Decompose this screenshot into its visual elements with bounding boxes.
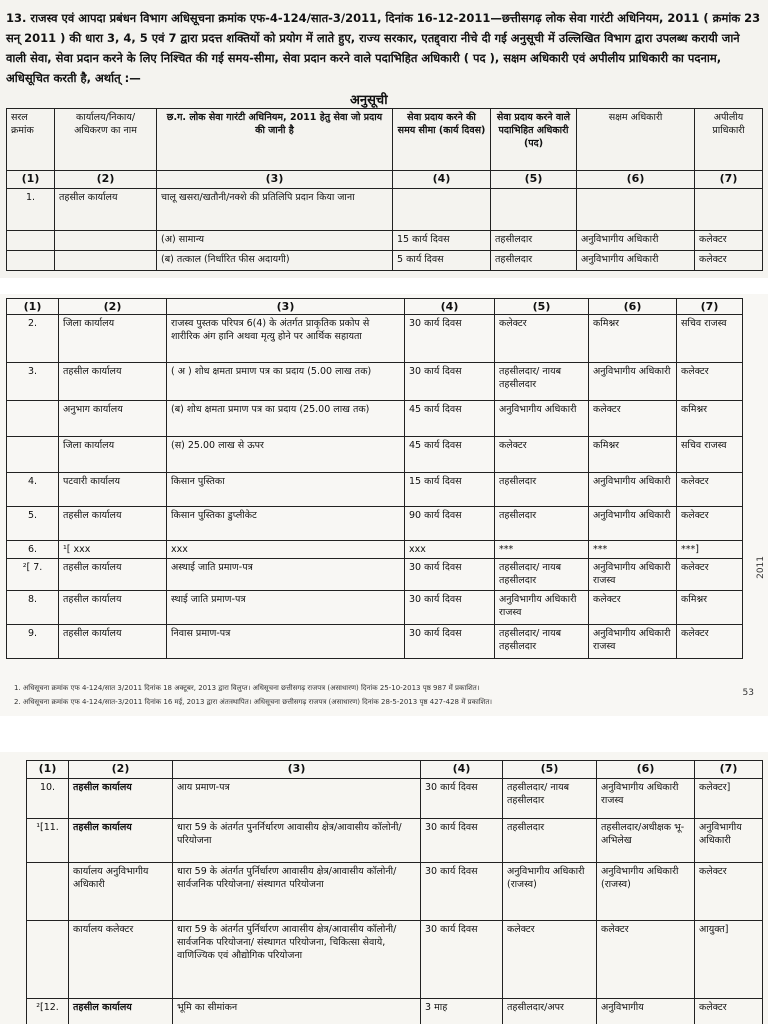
competent-officer: अनुविभागीय अधिकारी राजस्व — [589, 559, 677, 591]
competent-officer: कलेक्टर — [589, 401, 677, 437]
office-name: कार्यालय कलेक्टर — [69, 921, 173, 999]
col-num: (5) — [495, 299, 589, 315]
col-num: (7) — [695, 761, 763, 779]
office-name: जिला कार्यालय — [59, 315, 167, 363]
time-limit: 90 कार्य दिवस — [405, 507, 495, 541]
time-limit: 30 कार्य दिवस — [405, 559, 495, 591]
serial-number: ²[12. — [27, 999, 69, 1024]
designated-officer: कलेक्टर — [495, 315, 589, 363]
competent-officer: कलेक्टर — [597, 921, 695, 999]
designated-officer: तहसीलदार — [495, 507, 589, 541]
appellate-authority: आयुक्त] — [695, 921, 763, 999]
office-name: जिला कार्यालय — [59, 437, 167, 473]
service-name: xxx — [167, 541, 405, 559]
appellate-authority: कलेक्टर — [677, 559, 743, 591]
designated-officer: अनुविभागीय अधिकारी राजस्व — [495, 591, 589, 625]
service-name: चालू खसरा/खतौनी/नक्शे की प्रतिलिपि प्रदान किया जाना — [157, 189, 393, 231]
office-name: पटवारी कार्यालय — [59, 473, 167, 507]
appellate-authority: सचिव राजस्व — [677, 437, 743, 473]
col-num: (1) — [27, 761, 69, 779]
serial-number: 1. — [7, 189, 55, 231]
competent-officer: अनुविभागीय अधिकारी (राजस्व) — [597, 863, 695, 921]
col-num: (2) — [55, 171, 157, 189]
office-name: तहसील कार्यालय — [69, 779, 173, 819]
designated-officer: तहसीलदार/अपर — [503, 999, 597, 1024]
col-num: (1) — [7, 299, 59, 315]
page-fragment-bottom — [0, 752, 768, 1024]
appellate-authority: सचिव राजस्व — [677, 315, 743, 363]
designated-officer: तहसीलदार/ नायब तहसीलदार — [495, 363, 589, 401]
serial-number: 6. — [7, 541, 59, 559]
competent-officer: कमिश्नर — [589, 437, 677, 473]
time-limit: 30 कार्य दिवस — [405, 363, 495, 401]
designated-officer: तहसीलदार — [491, 231, 577, 251]
header-sn: सरल क्रमांक — [7, 109, 55, 171]
time-limit: 45 कार्य दिवस — [405, 401, 495, 437]
serial-number: 5. — [7, 507, 59, 541]
header-designated-officer: सेवा प्रदाय करने वाले पदाभिहित अधिकारी (पद) — [491, 109, 577, 171]
col-num: (7) — [677, 299, 743, 315]
time-limit: 45 कार्य दिवस — [405, 437, 495, 473]
col-num: (7) — [695, 171, 763, 189]
competent-officer: *** — [589, 541, 677, 559]
notification-intro — [6, 8, 762, 88]
table-row — [27, 779, 763, 819]
office-name: तहसील कार्यालय — [59, 363, 167, 401]
schedule-table-bottom — [26, 760, 763, 1024]
time-limit: 15 कार्य दिवस — [405, 473, 495, 507]
serial-number: 10. — [27, 779, 69, 819]
appellate-authority: कलेक्टर — [695, 999, 763, 1024]
service-name: किसान पुस्तिका — [167, 473, 405, 507]
competent-officer: अनुविभागीय अधिकारी — [589, 363, 677, 401]
designated-officer: तहसीलदार — [491, 251, 577, 271]
office-name: कार्यालय अनुविभागीय अधिकारी — [69, 863, 173, 921]
col-num: (6) — [577, 171, 695, 189]
schedule-table-middle — [6, 298, 743, 659]
competent-officer: अनुविभागीय अधिकारी — [577, 231, 695, 251]
designated-officer: तहसीलदार/ नायब तहसीलदार — [495, 559, 589, 591]
appellate-authority: कलेक्टर] — [695, 779, 763, 819]
appellate-authority: ***] — [677, 541, 743, 559]
time-limit: 30 कार्य दिवस — [421, 921, 503, 999]
serial-number: 9. — [7, 625, 59, 659]
service-name: (ब) तत्काल (निर्धारित फीस अदायगी) — [157, 251, 393, 271]
appellate-authority: कमिश्नर — [677, 591, 743, 625]
service-name: (ब) शोध क्षमता प्रमाण पत्र का प्रदाय (25.00 लाख तक) — [167, 401, 405, 437]
header-competent-officer: सक्षम अधिकारी — [577, 109, 695, 171]
designated-officer: अनुविभागीय अधिकारी (राजस्व) — [503, 863, 597, 921]
appellate-authority: कलेक्टर — [695, 863, 763, 921]
service-name: ( अ ) शोध क्षमता प्रमाण पत्र का प्रदाय (5.00 लाख तक) — [167, 363, 405, 401]
time-limit: 30 कार्य दिवस — [421, 863, 503, 921]
intro-text: 13. राजस्व एवं आपदा प्रबंधन विभाग अधिसूचना क्रमांक एफ-4-124/सात-3/2011, दिनांक 16-12-2011—छत्तीसगढ़ लोक सेवा गारंटी अधिनियम, 2011 ( क्रमांक 23 सन् 2011 ) की धारा 3, 4, 5 एवं 7 द्वारा प्रदत्त शक्तियों को प्रयोग में लाते हुए, राज्य सरकार, एतद्द्वारा नीचे दी गई अनुसूची में उल्लिखित विभाग द्वारा उपलब्ध करायी जाने वाली सेवा, सेवा प्रदान करने के लिए निश्चित की गई समय-सीमा, सेवा प्रदान करने वाले पदाभिहित अधिकारी ( पद ), सक्षम अधिकारी एवं अपीलीय प्राधिकारी का पदनाम, अधिसूचित करती है, अर्थात् :— — [6, 11, 761, 85]
table-row — [7, 251, 763, 271]
col-num: (2) — [59, 299, 167, 315]
designated-officer: अनुविभागीय अधिकारी — [495, 401, 589, 437]
serial-number: ²[ 7. — [7, 559, 59, 591]
table-row — [27, 819, 763, 863]
page-fragment-top — [0, 0, 768, 278]
designated-officer: तहसीलदार — [495, 473, 589, 507]
competent-officer: अनुविभागीय — [597, 999, 695, 1024]
competent-officer: कलेक्टर — [589, 591, 677, 625]
office-name: ¹[ xxx — [59, 541, 167, 559]
table-row — [7, 541, 743, 559]
col-num: (3) — [157, 171, 393, 189]
competent-officer: अनुविभागीय अधिकारी राजस्व — [589, 625, 677, 659]
col-num: (1) — [7, 171, 55, 189]
service-name: आय प्रमाण-पत्र — [173, 779, 421, 819]
appellate-authority: कलेक्टर — [677, 363, 743, 401]
appellate-authority: कलेक्टर — [677, 473, 743, 507]
competent-officer: अनुविभागीय अधिकारी — [577, 251, 695, 271]
footnote-2: 2. अधिसूचना क्रमांक एफ 4-124/सात-3/2011 दिनांक 16 मई, 2013 द्वारा अंतःस्थापित। अधिसूचना छत्तीसगढ़ राजपत्र (असाधारण) दिनांक 28-5-2013 पृष्ठ 427-428 में प्रकाशित। — [14, 698, 493, 706]
service-name: धारा 59 के अंतर्गत पुनर्निर्धारण आवासीय क्षेत्र/आवासीय कॉलोनी/परियोजना — [173, 819, 421, 863]
table-row — [7, 315, 743, 363]
page-number: 53 — [742, 688, 754, 698]
appellate-authority: कलेक्टर — [677, 625, 743, 659]
table-row — [27, 999, 763, 1024]
table-row — [7, 591, 743, 625]
schedule-title: अनुसूची — [350, 93, 388, 108]
service-name: धारा 59 के अंतर्गत पुर्निर्धारण आवासीय क्षेत्र/आवासीय कॉलोनी/सार्वजनिक परियोजना/ संस्थागत परियोजना — [173, 863, 421, 921]
time-limit: 30 कार्य दिवस — [405, 625, 495, 659]
table-row — [7, 625, 743, 659]
designated-officer: तहसीलदार/ नायब तहसीलदार — [503, 779, 597, 819]
designated-officer: कलेक्टर — [503, 921, 597, 999]
competent-officer: अनुविभागीय अधिकारी — [589, 507, 677, 541]
col-num: (4) — [421, 761, 503, 779]
appellate-authority: अनुविभागीय अधिकारी — [695, 819, 763, 863]
serial-number: 8. — [7, 591, 59, 625]
table-row — [7, 363, 743, 401]
appellate-authority: कलेक्टर — [695, 251, 763, 271]
col-num: (4) — [393, 171, 491, 189]
header-row — [7, 109, 763, 171]
col-num: (5) — [503, 761, 597, 779]
serial-number: 2. — [7, 315, 59, 363]
service-name: भूमि का सीमांकन — [173, 999, 421, 1024]
header-service: छ.ग. लोक सेवा गारंटी अधिनियम, 2011 हेतु सेवा जो प्रदाय की जानी है — [157, 109, 393, 171]
col-num: (4) — [405, 299, 495, 315]
time-limit: 3 माह — [421, 999, 503, 1024]
appellate-authority: कमिश्नर — [677, 401, 743, 437]
time-limit: 30 कार्य दिवस — [421, 819, 503, 863]
header-office: कार्यालय/निकाय/ अधिकरण का नाम — [55, 109, 157, 171]
office-name: अनुभाग कार्यालय — [59, 401, 167, 437]
table-row — [27, 921, 763, 999]
col-num: (6) — [597, 761, 695, 779]
competent-officer: अनुविभागीय अधिकारी राजस्व — [597, 779, 695, 819]
table-row — [7, 437, 743, 473]
time-limit: 5 कार्य दिवस — [393, 251, 491, 271]
office-name: तहसील कार्यालय — [69, 999, 173, 1024]
office-name: तहसील कार्यालय — [59, 507, 167, 541]
table-row — [7, 559, 743, 591]
header-time-limit: सेवा प्रदाय करने की समय सीमा (कार्य दिवस) — [393, 109, 491, 171]
office-name: तहसील कार्यालय — [59, 591, 167, 625]
column-number-row — [7, 171, 763, 189]
page-fragment-middle — [0, 294, 768, 716]
appellate-authority: कलेक्टर — [677, 507, 743, 541]
table-row — [7, 189, 763, 231]
col-num: (3) — [167, 299, 405, 315]
office-name: तहसील कार्यालय — [59, 625, 167, 659]
table-row — [7, 231, 763, 251]
service-name: (अ) सामान्य — [157, 231, 393, 251]
time-limit: 15 कार्य दिवस — [393, 231, 491, 251]
time-limit: 30 कार्य दिवस — [405, 591, 495, 625]
margin-note: 2011 — [756, 556, 766, 579]
office-name: तहसील कार्यालय — [55, 189, 157, 231]
col-num: (3) — [173, 761, 421, 779]
time-limit: xxx — [405, 541, 495, 559]
serial-number: ¹[11. — [27, 819, 69, 863]
time-limit: 30 कार्य दिवस — [421, 779, 503, 819]
table-row — [7, 401, 743, 437]
designated-officer: कलेक्टर — [495, 437, 589, 473]
appellate-authority: कलेक्टर — [695, 231, 763, 251]
table-row — [7, 507, 743, 541]
col-num: (5) — [491, 171, 577, 189]
column-number-row — [27, 761, 763, 779]
competent-officer: कमिश्नर — [589, 315, 677, 363]
col-num: (2) — [69, 761, 173, 779]
serial-number: 3. — [7, 363, 59, 401]
col-num: (6) — [589, 299, 677, 315]
service-name: निवास प्रमाण-पत्र — [167, 625, 405, 659]
header-appellate-authority: अपीलीय प्राधिकारी — [695, 109, 763, 171]
schedule-table-top — [6, 108, 763, 271]
column-number-row — [7, 299, 743, 315]
designated-officer: तहसीलदार — [503, 819, 597, 863]
table-row — [27, 863, 763, 921]
table-row — [7, 473, 743, 507]
competent-officer: अनुविभागीय अधिकारी — [589, 473, 677, 507]
service-name: राजस्व पुस्तक परिपत्र 6(4) के अंतर्गत प्राकृतिक प्रकोप से शारीरिक अंग हानि अथवा मृत्यु होने पर आर्थिक सहायता — [167, 315, 405, 363]
time-limit: 30 कार्य दिवस — [405, 315, 495, 363]
office-name: तहसील कार्यालय — [59, 559, 167, 591]
service-name: (स) 25.00 लाख से ऊपर — [167, 437, 405, 473]
service-name: स्थाई जाति प्रमाण-पत्र — [167, 591, 405, 625]
designated-officer: तहसीलदार/ नायब तहसीलदार — [495, 625, 589, 659]
designated-officer: *** — [495, 541, 589, 559]
service-name: अस्थाई जाति प्रमाण-पत्र — [167, 559, 405, 591]
office-name: तहसील कार्यालय — [69, 819, 173, 863]
service-name: धारा 59 के अंतर्गत पुर्निर्धारण आवासीय क्षेत्र/आवासीय कॉलोनी/सार्वजनिक परियोजना/ संस्थागत परियोजना, चिकित्सा सेवाये, वाणिज्यिक एवं औद्योगिक परियोजना — [173, 921, 421, 999]
competent-officer: तहसीलदार/अधीक्षक भू-अभिलेख — [597, 819, 695, 863]
footnote-1: 1. अधिसूचना क्रमांक एफ 4-124/सात 3/2011 दिनांक 18 अक्टूबर, 2013 द्वारा विलुप्त। अधिसूचना छत्तीसगढ़ राजपत्र (असाधारण) दिनांक 25-10-2013 पृष्ठ 987 में प्रकाशित। — [14, 684, 480, 692]
serial-number: 4. — [7, 473, 59, 507]
service-name: किसान पुस्तिका डुप्लीकेट — [167, 507, 405, 541]
